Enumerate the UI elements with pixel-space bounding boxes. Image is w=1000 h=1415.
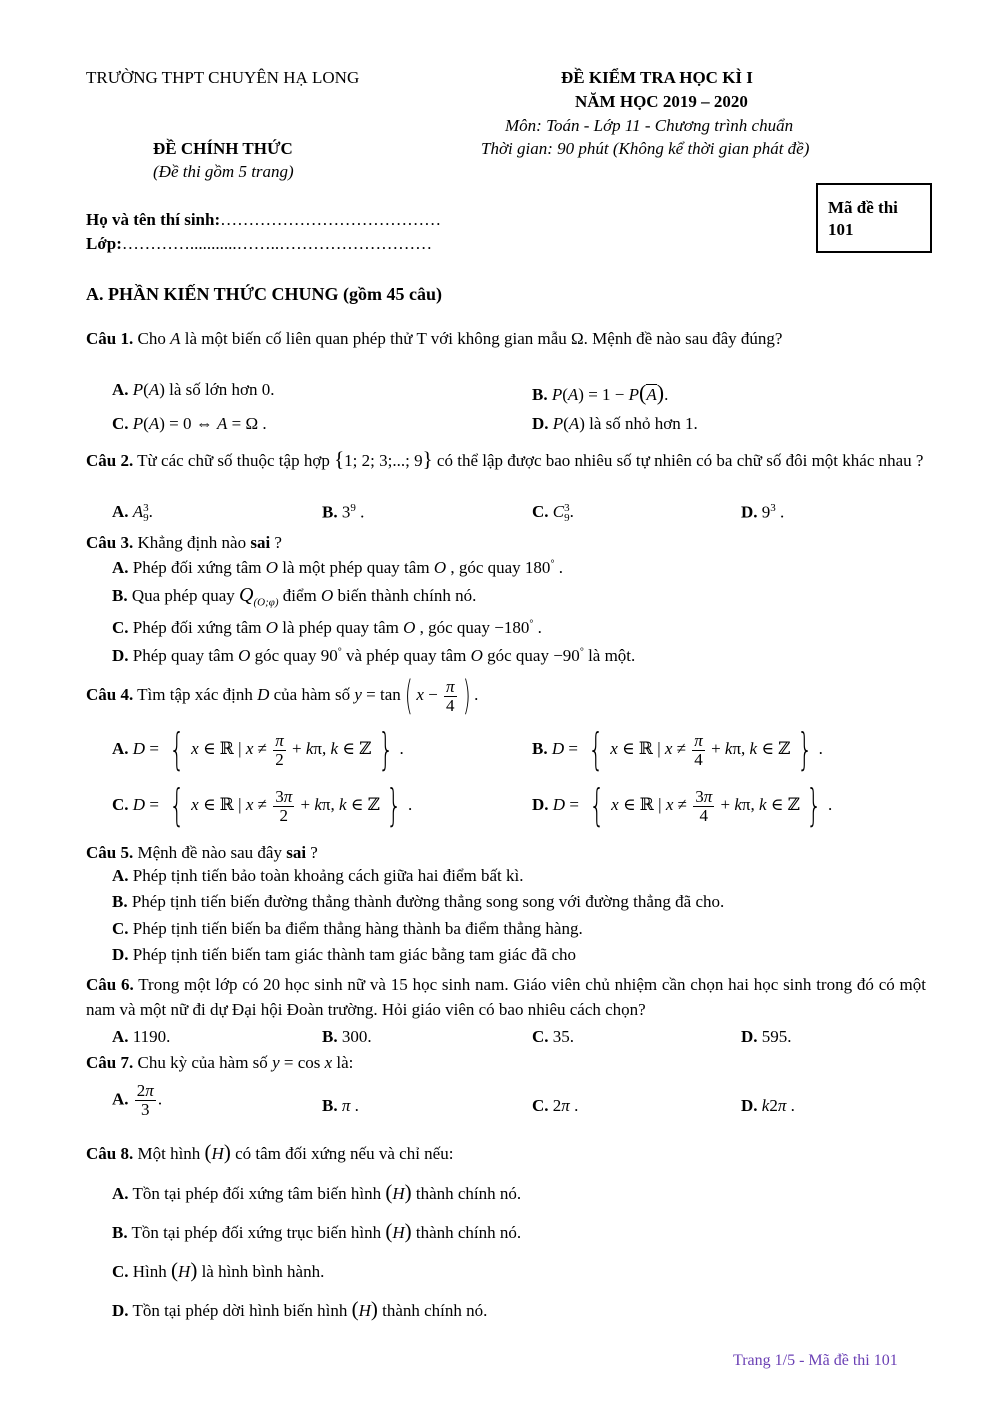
q2-option-d[interactable]: D. $9^3$ .: [741, 502, 785, 522]
q6-option-d[interactable]: D. 595.: [741, 1027, 792, 1046]
q2-option-b[interactable]: B. $3^9$ .: [322, 502, 365, 522]
section-title: A. PHẦN KIẾN THỨC CHUNG (gồm 45 câu): [86, 284, 442, 304]
q3-option-a[interactable]: A. Phép đối xứng tâm O là một phép quay tâm O , góc quay 180° .: [112, 558, 563, 577]
q6-option-c-text: 35.: [552, 1027, 575, 1046]
exam-code-box: [816, 183, 932, 253]
q5-option-c-text: Phép tịnh tiến biến ba điểm thẳng hàng thành ba điểm thẳng hàng.: [132, 919, 583, 938]
q4-option-b[interactable]: B. D = { x ∈ ℝ | x ≠ $\frac{\pi}{4}$ + kπ, k ∈ ℤ } .: [532, 724, 823, 775]
school-year: NĂM HỌC 2019 – 2020: [575, 92, 748, 111]
question-6: Câu 6. Trong một lớp có 20 học sinh nữ và 15 học sinh nam. Giáo viên chủ nhiệm cần chọn hai học sinh trong đó có một nam và một nữ đi dự Đại hội Đoàn trường. Hỏi giáo viên có bao nhiêu cách chọn?: [86, 975, 926, 1019]
time-line: Thời gian: 90 phút (Không kể thời gian phát đề): [481, 139, 810, 158]
q1-option-b[interactable]: B. P(A) = 1 − P(A).: [532, 380, 669, 405]
q3-option-c[interactable]: C. Phép đối xứng tâm O là phép quay tâm O , góc quay −180° .: [112, 618, 542, 637]
question-7: Câu 7. Chu kỳ của hàm số y = cos x là:: [86, 1053, 354, 1072]
exam-code-label: Mã đề thi: [828, 198, 898, 217]
question-4: Câu 4. Tìm tập xác định D của hàm số y = tan( x − $\frac{\pi}{4}$ ) .: [86, 673, 479, 720]
candidate-name-dots: …………………………………: [220, 210, 442, 229]
q5-option-d[interactable]: D. Phép tịnh tiến biến tam giác thành tam giác bằng tam giác đã cho: [112, 945, 577, 964]
pages-note: (Đề thi gồm 5 trang): [153, 162, 294, 181]
candidate-name-label: Họ và tên thí sinh:: [86, 210, 221, 229]
q1-option-a[interactable]: A. P(A) là số lớn hơn 0.: [112, 380, 275, 399]
q2-option-a[interactable]: A. A 3 9 .: [112, 502, 153, 525]
class-dots: …………...........……..………………………: [121, 234, 433, 253]
q1-option-c[interactable]: C. P(A) = 0 ⇔ A = Ω .: [112, 414, 267, 433]
question-5-label: Câu 5.: [86, 843, 134, 862]
q5-option-b-text: Phép tịnh tiến biến đường thẳng thành đường thẳng song song với đường thẳng đã cho.: [131, 892, 725, 911]
q3-option-b[interactable]: B. Qua phép quay $Q_{(O;\varphi)}$ điểm O biến thành chính nó.: [112, 584, 477, 609]
q4-option-a[interactable]: A. D = { x ∈ ℝ | x ≠ $\frac{\pi}{2}$ + kπ, k ∈ ℤ } .: [112, 724, 404, 775]
question-2-label: Câu 2.: [86, 451, 134, 470]
question-6-label: Câu 6.: [86, 975, 134, 994]
school-name: TRƯỜNG THPT CHUYÊN HẠ LONG: [86, 68, 360, 87]
question-3: Câu 3. Khẳng định nào sai ?: [86, 533, 282, 552]
q7-option-d[interactable]: D. k2π .: [741, 1096, 795, 1115]
question-1-label: Câu 1.: [86, 329, 134, 348]
candidate-name-line: [86, 210, 441, 230]
q7-option-a[interactable]: A. $\frac{2\pi}{3}$ .: [112, 1081, 163, 1119]
q5-option-b[interactable]: B. Phép tịnh tiến biến đường thẳng thành đường thẳng song song với đường thẳng đã cho.: [112, 892, 725, 911]
q7-option-c[interactable]: C. 2π .: [532, 1096, 579, 1115]
q8-option-c[interactable]: C. Hình (H) là hình bình hành.: [112, 1258, 325, 1282]
q6-option-b-text: 300.: [341, 1027, 372, 1046]
q5-option-d-text: Phép tịnh tiến biến tam giác thành tam giác bằng tam giác đã cho: [132, 945, 577, 964]
question-8: Câu 8. Một hình (H) có tâm đối xứng nếu và chỉ nếu:: [86, 1140, 454, 1164]
class-label: Lớp:: [86, 234, 122, 253]
q6-option-d-text: 595.: [761, 1027, 792, 1046]
subject-line: Môn: Toán - Lớp 11 - Chương trình chuẩn: [505, 116, 794, 135]
question-5: Câu 5. Mệnh đề nào sau đây sai ?: [86, 843, 318, 862]
exam-title: ĐỀ KIỂM TRA HỌC KÌ I: [561, 68, 753, 87]
question-8-label: Câu 8.: [86, 1144, 134, 1163]
official-label: ĐỀ CHÍNH THỨC: [153, 139, 293, 158]
question-4-label: Câu 4.: [86, 685, 134, 704]
q4-option-c[interactable]: C. D = { x ∈ ℝ | x ≠ $\frac{3\pi}{2}$ + kπ, k ∈ ℤ } .: [112, 780, 413, 831]
q1-option-d[interactable]: D. P(A) là số nhỏ hơn 1.: [532, 414, 698, 433]
q8-option-b[interactable]: B. Tồn tại phép đối xứng trục biến hình (H) thành chính nó.: [112, 1219, 522, 1243]
q8-option-d[interactable]: D. Tồn tại phép dời hình biến hình (H) thành chính nó.: [112, 1297, 488, 1321]
q3-option-d[interactable]: D. Phép quay tâm O góc quay 90° và phép quay tâm O góc quay −90° là một.: [112, 646, 636, 665]
q4-option-d[interactable]: D. D = { x ∈ ℝ | x ≠ $\frac{3\pi}{4}$ + kπ, k ∈ ℤ } .: [532, 780, 833, 831]
q7-option-b[interactable]: B. π .: [322, 1096, 359, 1115]
q2-option-c[interactable]: C. C 3 9 .: [532, 502, 574, 525]
q5-option-a[interactable]: A. Phép tịnh tiến bảo toàn khoảng cách giữa hai điểm bất kì.: [112, 866, 524, 885]
q6-option-c[interactable]: C. 35.: [532, 1027, 575, 1046]
q6-option-a-text: 1190.: [132, 1027, 171, 1046]
page-footer: Trang 1/5 - Mã đề thi 101: [733, 1352, 898, 1369]
q8-option-a[interactable]: A. Tồn tại phép đối xứng tâm biến hình (H) thành chính nó.: [112, 1180, 522, 1204]
q6-option-a[interactable]: A. 1190.: [112, 1027, 171, 1046]
q5-option-c[interactable]: C. Phép tịnh tiến biến ba điểm thẳng hàng thành ba điểm thẳng hàng.: [112, 919, 583, 938]
question-1: Câu 1. Cho A là một biến cố liên quan phép thử T với không gian mẫu Ω. Mệnh đề nào sau đây đúng?: [86, 329, 783, 348]
exam-code-value: 101: [828, 220, 854, 239]
q6-option-b[interactable]: B. 300.: [322, 1027, 372, 1046]
class-line: [86, 234, 432, 254]
q5-option-a-text: Phép tịnh tiến bảo toàn khoảng cách giữa hai điểm bất kì.: [132, 866, 524, 885]
question-3-label: Câu 3.: [86, 533, 134, 552]
question-7-label: Câu 7.: [86, 1053, 134, 1072]
question-2: Câu 2. Từ các chữ số thuộc tập hợp {1; 2; 3;...; 9} có thể lập được bao nhiêu số tự nhiên có ba chữ số đôi một khác nhau ?: [86, 447, 924, 471]
